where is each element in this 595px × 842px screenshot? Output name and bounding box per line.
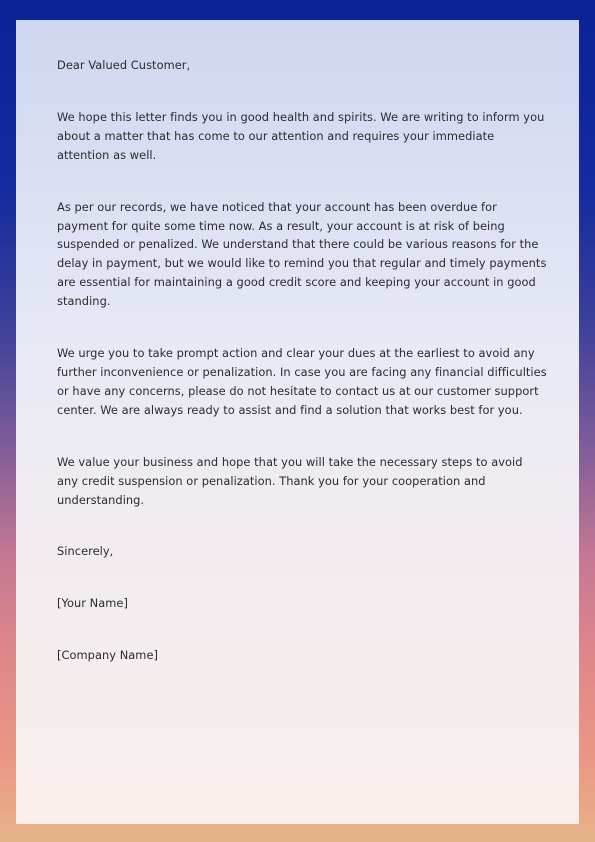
letter-page (16, 20, 579, 824)
paragraph-overdue: As per our records, we have noticed that your account has been overdue for payment for quite some time now. As a result, your account is at risk of being suspended or penalized. We understand that there could be various reasons for the delay in payment, but we would like to remind you that regular and timely payments are essential for maintaining a good credit score and keeping your account in good standing. (57, 199, 547, 309)
sender-name: [Your Name] (57, 596, 128, 611)
closing: Sincerely, (57, 544, 114, 559)
letter-body (57, 56, 547, 698)
salutation: Dear Valued Customer, (57, 58, 191, 72)
paragraph-thanks: We value your business and hope that you will take the necessary steps to avoid any credit suspension or penalization. Thank you for your cooperation and understanding. (57, 454, 523, 507)
company-name: [Company Name] (57, 648, 159, 663)
paragraph-urge-action: We urge you to take prompt action and clear your dues at the earliest to avoid any further inconvenience or penalization. In case you are facing any financial difficulties or have any concerns, please do not hesitate to contact us at our customer support center. We are always ready to assist and find a solution that works best for you. (57, 346, 547, 417)
paragraph-intro: We hope this letter finds you in good health and spirits. We are writing to inform you about a matter that has come to our attention and requires your immediate attention as well. (57, 109, 545, 162)
